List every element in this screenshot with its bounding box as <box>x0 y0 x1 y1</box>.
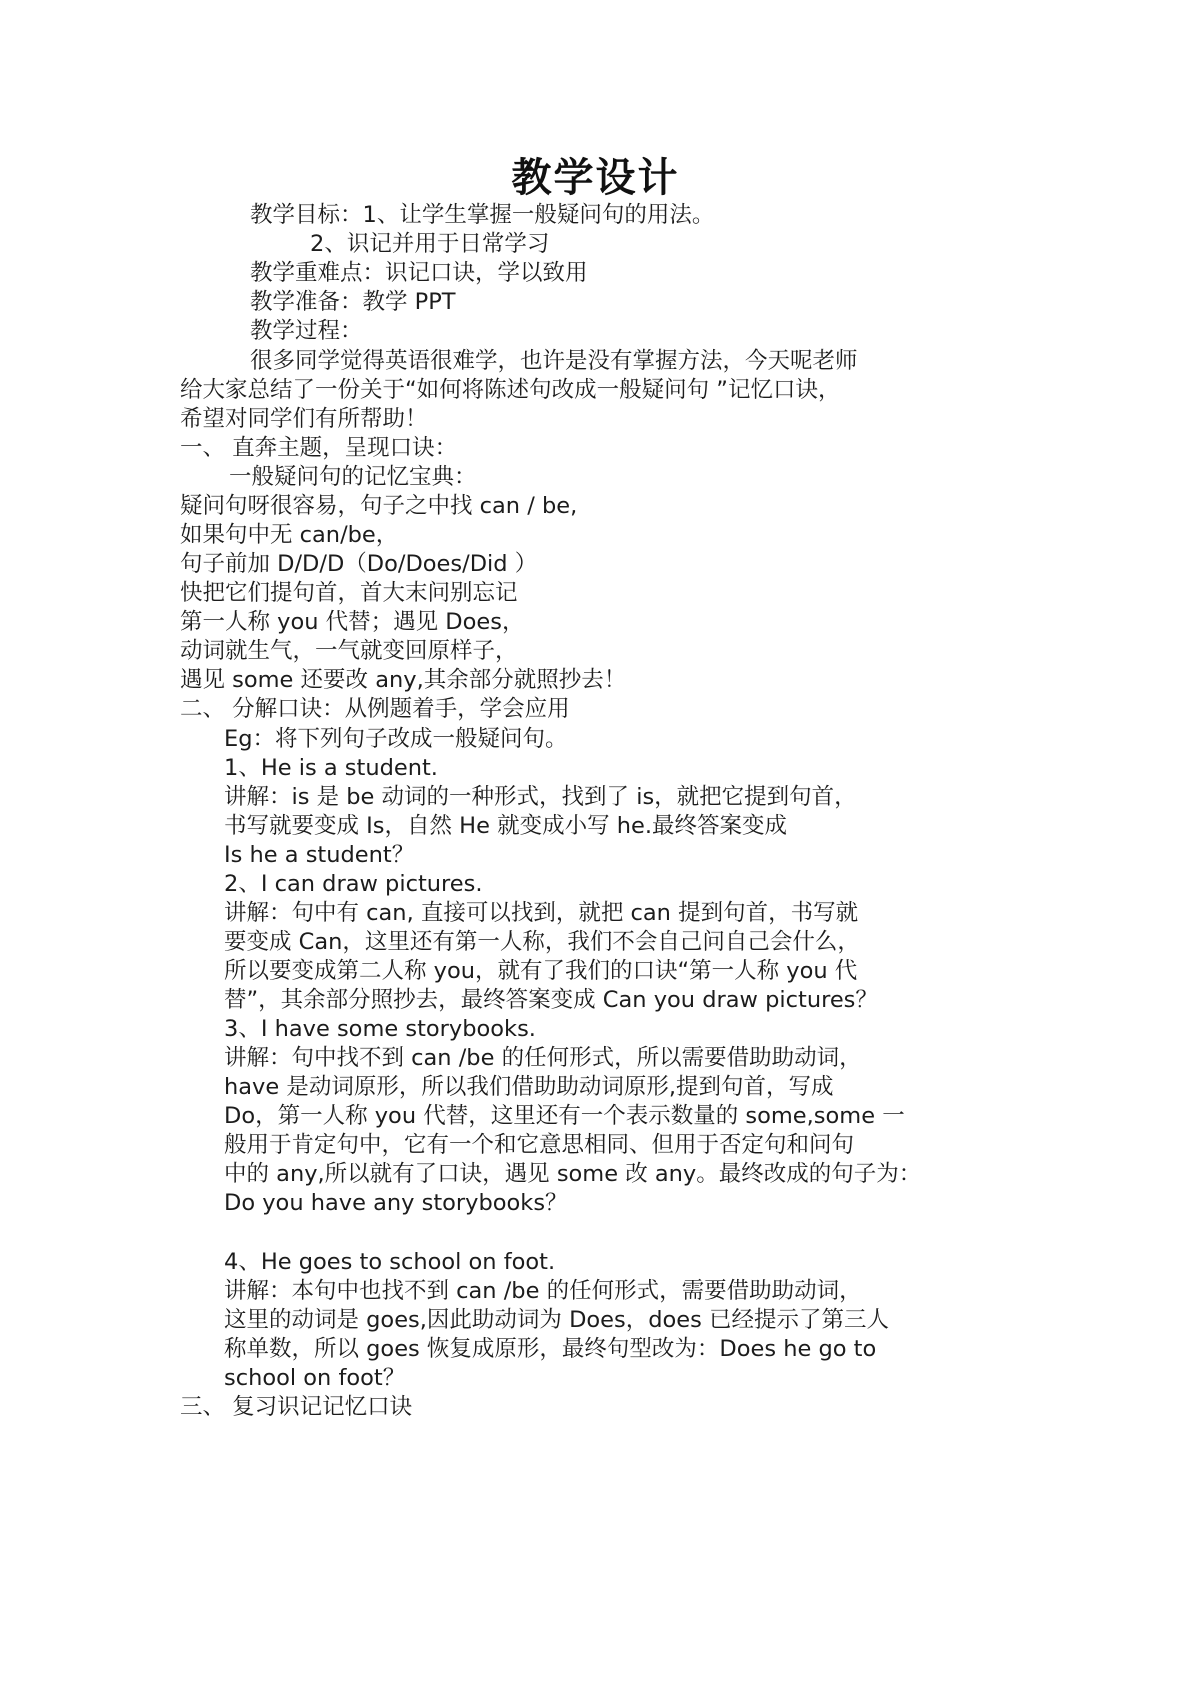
example-explanation: 讲解：本句中也找不到 can /be 的任何形式，需要借助助动词， <box>224 1278 862 1304</box>
example-answer: school on foot？ <box>224 1365 406 1391</box>
section-2-heading: 二、 分解口诀：从例题着手，学会应用 <box>180 696 570 722</box>
example-sentence: 1、He is a student. <box>224 755 438 781</box>
teaching-goal-1: 教学目标：1、让学生掌握一般疑问句的用法。 <box>250 202 715 228</box>
section-2-instruction: Eg：将下列句子改成一般疑问句。 <box>224 726 568 752</box>
page-title: 教学设计 <box>511 155 680 201</box>
example-explanation: have 是动词原形，所以我们借助助动词原形,提到句首，写成 <box>224 1074 834 1100</box>
intro-line: 给大家总结了一份关于“如何将陈述句改成一般疑问句 ”记忆口诀， <box>180 377 841 403</box>
example-explanation: 称单数，所以 goes 恢复成原形，最终句型改为：Does he go to <box>224 1336 877 1362</box>
example-explanation: 中的 any,所以就有了口诀，遇见 some 改 any。最终改成的句子为： <box>224 1161 922 1187</box>
example-explanation: 要变成 Can，这里还有第一人称，我们不会自己问自己会什么， <box>224 929 860 955</box>
example-explanation: 般用于肯定句中，它有一个和它意思相同、但用于否定句和问句 <box>224 1132 855 1158</box>
rhyme-line: 遇见 some 还要改 any,其余部分就照抄去！ <box>180 667 627 693</box>
rhyme-line: 快把它们提句首，首大末问别忘记 <box>180 580 518 606</box>
teaching-goal-2: 2、识记并用于日常学习 <box>310 231 550 257</box>
section-3-heading: 三、 复习识记记忆口诀 <box>180 1394 413 1420</box>
key-points: 教学重难点：识记口诀，学以致用 <box>250 260 588 286</box>
rhyme-line: 动词就生气，一气就变回原样子， <box>180 638 518 664</box>
example-answer: Is he a student？ <box>224 842 415 868</box>
intro-line: 希望对同学们有所帮助！ <box>180 406 428 432</box>
preparation: 教学准备：教学 PPT <box>250 289 456 315</box>
example-sentence: 4、He goes to school on foot. <box>224 1249 556 1275</box>
rhyme-line: 句子前加 D/D/D（Do/Does/Did ） <box>180 551 538 577</box>
example-sentence: 2、I can draw pictures. <box>224 871 483 897</box>
rhyme-line: 第一人称 you 代替；遇见 Does， <box>180 609 525 635</box>
example-answer: Do you have any storybooks？ <box>224 1190 568 1216</box>
example-explanation: 替”，其余部分照抄去，最终答案变成 Can you draw pictures？ <box>224 987 878 1013</box>
example-explanation: 讲解：is 是 be 动词的一种形式，找到了 is，就把它提到句首， <box>224 784 857 810</box>
rhyme-line: 如果句中无 can/be， <box>180 522 399 548</box>
intro-line: 很多同学觉得英语很难学，也许是没有掌握方法，今天呢老师 <box>250 348 858 374</box>
section-1-subheading: 一般疑问句的记忆宝典： <box>229 464 477 490</box>
example-explanation: Do，第一人称 you 代替，这里还有一个表示数量的 some,some 一 <box>224 1103 905 1129</box>
example-explanation: 书写就要变成 Is，自然 He 就变成小写 he.最终答案变成 <box>224 813 787 839</box>
section-1-heading: 一、 直奔主题，呈现口诀： <box>180 435 458 461</box>
rhyme-line: 疑问句呀很容易，句子之中找 can / be, <box>180 493 578 519</box>
example-explanation: 这里的动词是 goes,因此助动词为 Does，does 已经提示了第三人 <box>224 1307 889 1333</box>
example-sentence: 3、I have some storybooks. <box>224 1016 536 1042</box>
example-explanation: 讲解：句中找不到 can /be 的任何形式，所以需要借助助动词， <box>224 1045 862 1071</box>
process-label: 教学过程： <box>250 318 363 344</box>
example-explanation: 讲解：句中有 can, 直接可以找到，就把 can 提到句首，书写就 <box>224 900 859 926</box>
example-explanation: 所以要变成第二人称 you，就有了我们的口诀“第一人称 you 代 <box>224 958 858 984</box>
